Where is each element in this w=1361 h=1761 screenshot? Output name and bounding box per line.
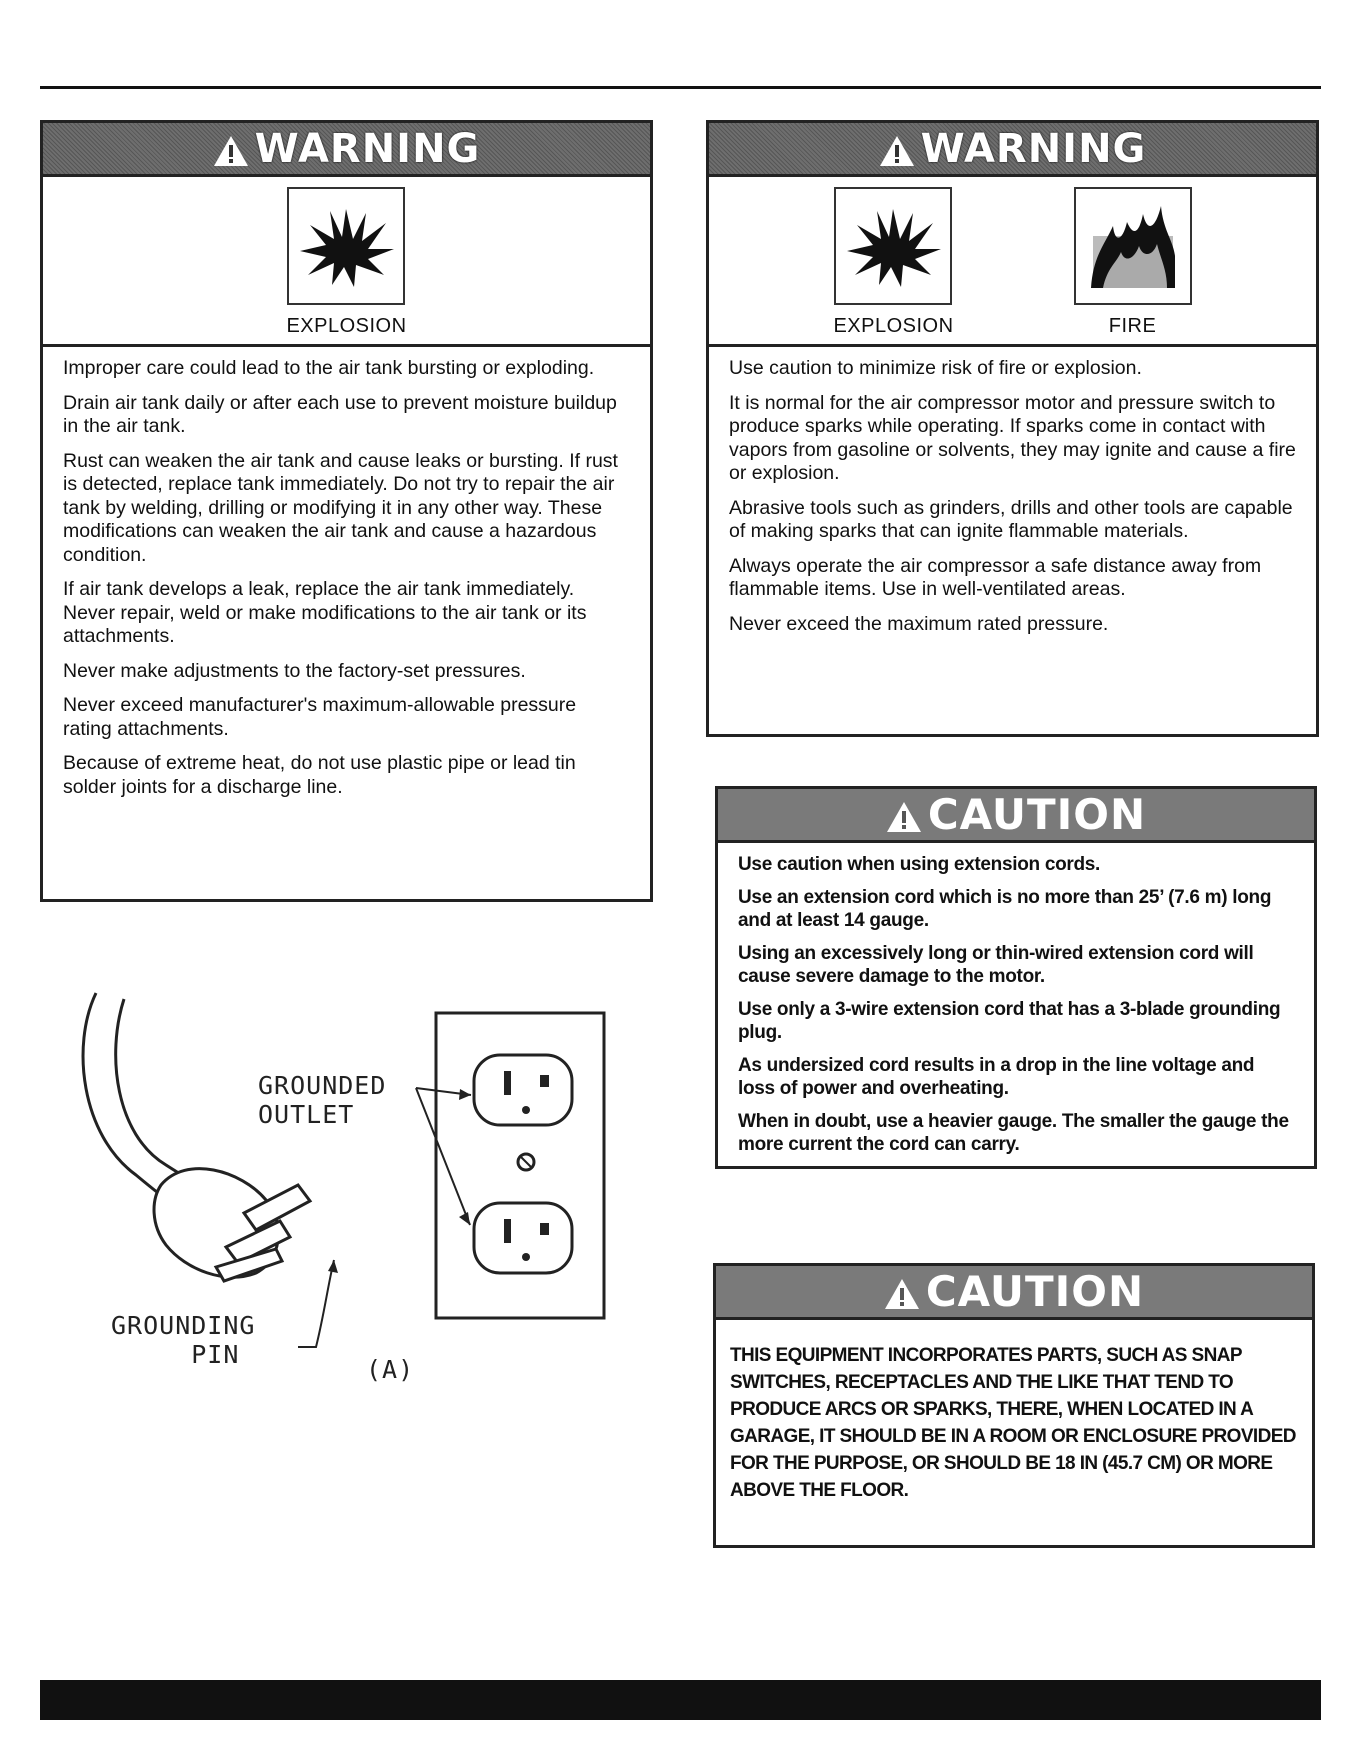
warning-box-left bbox=[40, 120, 653, 902]
hazard-icons bbox=[709, 177, 1316, 347]
warning-box-right bbox=[706, 120, 1319, 737]
caution-box-cords bbox=[715, 786, 1317, 1169]
warning-paragraph: Always operate the air compressor a safe distance away from flammable items. Use in well-ventilated areas. bbox=[729, 554, 1262, 600]
caution-paragraph: Using an excessively long or thin-wired extension cord will cause severe damage to the motor. bbox=[738, 943, 1254, 987]
explosion-label: EXPLOSION bbox=[286, 315, 407, 337]
caution-body bbox=[718, 843, 1314, 1176]
warning-paragraph: Never exceed the maximum rated pressure. bbox=[729, 612, 1109, 635]
warning-paragraph: Improper care could lead to the air tank bursting or exploding. bbox=[63, 357, 595, 379]
warning-paragraph: Rust can weaken the air tank and cause leaks or bursting. If rust is detected, replace tank immediately. Do not try to repair the air tank by welding, drilling or modifying it in any other way. These modifications can weaken the air tank and cause a hazardous condition. bbox=[63, 449, 618, 566]
alert-triangle-icon bbox=[213, 135, 249, 167]
alert-triangle-icon bbox=[886, 801, 922, 833]
warning-paragraph: Because of extreme heat, do not use plastic pipe or lead tin solder joints for a discharge line. bbox=[63, 752, 576, 798]
grounding-figure bbox=[66, 985, 626, 1405]
caution-title: CAUTION bbox=[927, 790, 1147, 839]
caution-title: CAUTION bbox=[925, 1267, 1145, 1316]
warning-title: WARNING bbox=[254, 125, 481, 172]
warning-paragraph: Use caution to minimize risk of fire or explosion. bbox=[729, 357, 1142, 379]
fire-label: FIRE bbox=[1108, 315, 1157, 337]
footer-bar bbox=[40, 1680, 1321, 1720]
warning-paragraph: If air tank develops a leak, replace the air tank immediately. Never repair, weld or make modifications to the air tank or its attachments. bbox=[63, 578, 587, 647]
explosion-icon bbox=[287, 187, 405, 305]
grounding-pin-label: GROUNDING PIN bbox=[111, 1311, 256, 1369]
warning-body bbox=[43, 347, 650, 820]
figure-caption: (A) bbox=[366, 1355, 415, 1384]
warning-paragraph: Never make adjustments to the factory-set pressures. bbox=[63, 659, 526, 682]
alert-triangle-icon bbox=[879, 135, 915, 167]
caution-box-arcs bbox=[713, 1263, 1315, 1548]
caution-paragraph: Use only a 3-wire extension cord that has a 3-blade grounding plug. bbox=[738, 999, 1281, 1043]
caution-header bbox=[716, 1266, 1312, 1320]
caution-paragraph: Use caution when using extension cords. bbox=[738, 854, 1101, 875]
caution-paragraph: Use an extension cord which is no more than 25’ (7.6 m) long and at least 14 gauge. bbox=[738, 887, 1272, 931]
warning-paragraph: It is normal for the air compressor motor and pressure switch to produce sparks while operating. If sparks come in contact with vapors from gasoline or solvents, they may ignite and cause a fire or explosion. bbox=[729, 391, 1296, 484]
caution-arcs-text: THIS EQUIPMENT INCORPORATES PARTS, SUCH AS SNAP SWITCHES, RECEPTACLES AND THE LIKE THAT TEND TO PRODUCE ARCS OR SPARKS, THERE, WHEN LOCATED IN A GARAGE, IT SHOULD BE IN A ROOM OR ENCLOSURE PROVIDED FOR THE PURPOSE, OR SHOULD BE 18 IN (45.7 CM) OR MORE ABOVE THE FLOOR. bbox=[730, 1345, 1296, 1501]
warning-header bbox=[43, 123, 650, 177]
explosion-label: EXPLOSION bbox=[833, 315, 954, 337]
fire-icon bbox=[1074, 187, 1192, 305]
warning-title: WARNING bbox=[920, 125, 1147, 172]
warning-paragraph: Drain air tank daily or after each use to prevent moisture buildup in the air tank. bbox=[63, 391, 617, 437]
grounded-outlet-label: GROUNDED OUTLET bbox=[258, 1071, 387, 1129]
warning-paragraph: Never exceed manufacturer's maximum-allowable pressure rating attachments. bbox=[63, 694, 577, 740]
warning-body bbox=[709, 347, 1316, 657]
caution-paragraph: As undersized cord results in a drop in the line voltage and loss of power and overheating. bbox=[738, 1055, 1255, 1099]
caution-paragraph: When in doubt, use a heavier gauge. The smaller the gauge the more current the cord can carry. bbox=[738, 1111, 1289, 1155]
warning-header bbox=[709, 123, 1316, 177]
warning-paragraph: Abrasive tools such as grinders, drills and other tools are capable of making sparks that can ignite flammable materials. bbox=[729, 496, 1293, 542]
caution-header bbox=[718, 789, 1314, 843]
top-rule bbox=[40, 86, 1321, 89]
explosion-icon bbox=[834, 187, 952, 305]
alert-triangle-icon bbox=[884, 1278, 920, 1310]
hazard-icons bbox=[43, 177, 650, 347]
